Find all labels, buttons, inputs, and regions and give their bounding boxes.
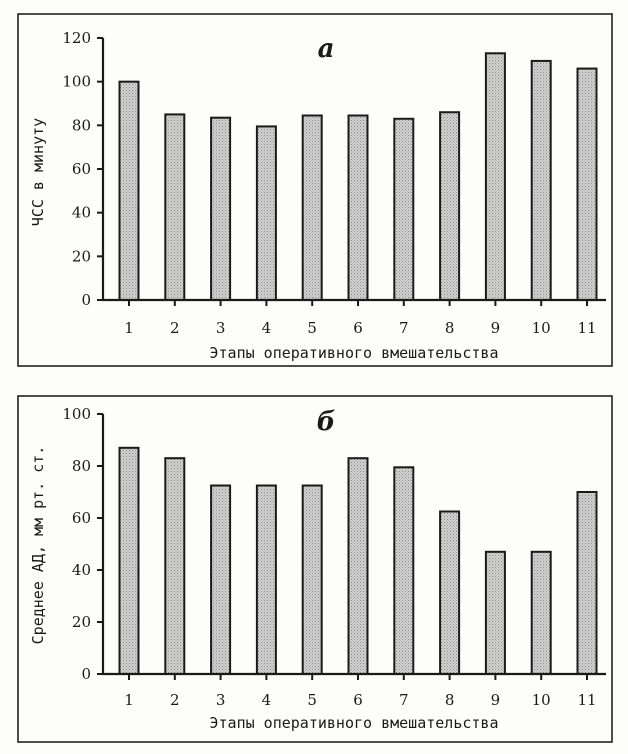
- panel-b-xlabel: Этапы оперативного вмешательства: [209, 714, 499, 732]
- panel-a-bar-7: [394, 119, 413, 300]
- panel-b-ytick-label: 100: [62, 405, 91, 423]
- panel-a-xtick-label: 5: [307, 319, 317, 337]
- panel-b-bar-4: [257, 486, 276, 675]
- panel-a-bar-6: [349, 116, 368, 300]
- panel-b-ytick-label: 0: [81, 665, 91, 683]
- panel-b-xtick-label: 10: [531, 691, 551, 709]
- panel-b-xtick-label: 2: [170, 691, 180, 709]
- panel-b-xtick-label: 3: [215, 691, 226, 709]
- panel-b-bar-1: [120, 448, 139, 674]
- panel-b-xtick-label: 4: [261, 691, 272, 709]
- panel-a-bar-11: [578, 69, 597, 300]
- panel-b-ylabel: Среднее АД, мм рт. ст.: [29, 445, 47, 645]
- panel-b-bar-3: [211, 486, 230, 675]
- panel-b-xtick-label: 8: [444, 691, 455, 709]
- panel-b-bar-7: [394, 467, 413, 674]
- panel-a-xtick-label: 9: [490, 319, 501, 337]
- panel-b-bar-9: [486, 552, 505, 674]
- panel-a-ytick-label: 40: [71, 203, 91, 222]
- panel-b-xtick-label: 11: [577, 691, 597, 709]
- panel-a-yticks: [62, 29, 103, 309]
- panel-b-bar-8: [440, 512, 459, 675]
- panel-b-xtick-label: 7: [399, 691, 409, 709]
- panel-a-ytick-label: 120: [62, 29, 91, 47]
- panel-a-xtick-label: 2: [170, 319, 180, 337]
- panel-a-xtick-label: 1: [124, 319, 134, 337]
- panel-a-xtick-label: 6: [353, 319, 363, 337]
- panel-a-xtick-label: 4: [261, 319, 272, 337]
- panel-a-xtick-label: 8: [444, 319, 455, 337]
- panel-a-bar-3: [211, 118, 230, 300]
- panel-b-xtick-label: 6: [353, 691, 363, 709]
- panel-a-bar-1: [120, 82, 139, 300]
- panel-a-bar-8: [440, 112, 459, 300]
- panel-a-ylabel: ЧСС в минуту: [29, 117, 47, 227]
- panel-b-xtick-label: 9: [490, 691, 501, 709]
- panel-a-bar-10: [532, 61, 551, 300]
- panel-b-bar-5: [303, 486, 322, 675]
- panel-b-bar-6: [349, 458, 368, 674]
- panel-a-bar-9: [486, 53, 505, 300]
- panel-a-xlabel: Этапы оперативного вмешательства: [209, 344, 499, 362]
- panel-b-bars: [120, 448, 597, 674]
- panel-a-xticks: [124, 300, 596, 337]
- panel-a-bar-2: [165, 114, 184, 300]
- chart-panel-a: [18, 14, 612, 366]
- panel-a-bars: [120, 53, 597, 300]
- panel-b-xtick-label: 5: [307, 691, 317, 709]
- panel-a-ytick-label: 60: [71, 160, 91, 178]
- panel-a-bar-5: [303, 116, 322, 300]
- panel-a-ytick-label: 100: [62, 72, 91, 91]
- panel-b-bar-11: [578, 492, 597, 674]
- panel-a-ytick-label: 0: [81, 291, 91, 309]
- panel-a-xtick-label: 11: [577, 319, 597, 337]
- panel-b-yticks: [62, 405, 103, 683]
- panel-a-xtick-label: 10: [531, 319, 551, 337]
- panel-a-xtick-label: 7: [399, 319, 409, 337]
- panel-b-bar-10: [532, 552, 551, 674]
- panel-b-letter: б: [316, 407, 336, 437]
- panel-a-ytick-label: 20: [71, 247, 91, 266]
- panel-a-ytick-label: 80: [71, 116, 91, 135]
- panel-b-ytick-label: 20: [71, 613, 91, 631]
- panel-a-letter: а: [317, 34, 335, 64]
- chart-panel-b: [18, 396, 612, 742]
- panel-a-xtick-label: 3: [215, 319, 226, 337]
- panel-b-ytick-label: 80: [71, 457, 91, 475]
- panel-b-xtick-label: 1: [124, 691, 134, 709]
- panel-b-xticks: [124, 674, 596, 709]
- panel-a-bar-4: [257, 126, 276, 300]
- panel-b-ytick-label: 40: [71, 561, 91, 579]
- panel-b-ytick-label: 60: [71, 509, 91, 527]
- panel-b-bar-2: [165, 458, 184, 674]
